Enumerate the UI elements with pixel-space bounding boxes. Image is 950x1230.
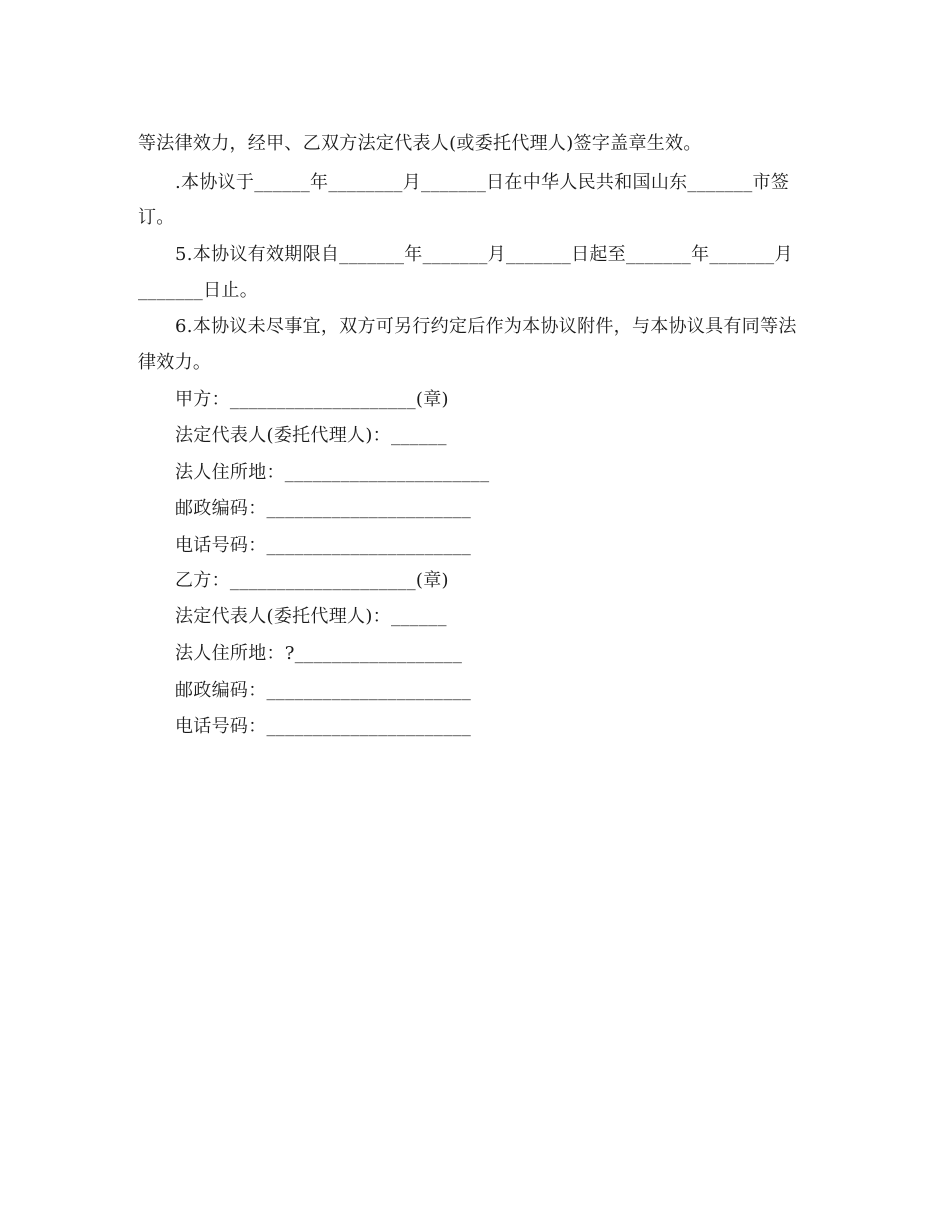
party-b-phone-field: 电话号码：______________________ bbox=[175, 716, 472, 737]
party-b-postcode-field: 邮政编码：______________________ bbox=[175, 680, 472, 701]
party-a-phone-field: 电话号码：______________________ bbox=[175, 535, 472, 556]
paragraph-line: 律效力。 bbox=[138, 352, 212, 373]
clause-signing-place: .本协议于______年________月_______日在中华人民共和国山东_______市签 bbox=[175, 172, 790, 193]
party-a-field: 甲方：____________________(章) bbox=[175, 389, 449, 410]
party-b-field: 乙方：____________________(章) bbox=[175, 570, 449, 591]
party-b-representative-field: 法定代表人(委托代理人)：______ bbox=[175, 606, 447, 627]
clause-6-supplement: 6.本协议未尽事宜，双方可另行约定后作为本协议附件，与本协议具有同等法 bbox=[175, 316, 797, 337]
party-a-postcode-field: 邮政编码：______________________ bbox=[175, 498, 472, 519]
clause-5-validity: 5.本协议有效期限自_______年_______月_______日起至_______年_______月 bbox=[175, 244, 793, 265]
paragraph-line: 订。 bbox=[138, 207, 175, 228]
party-a-address-field: 法人住所地：______________________ bbox=[175, 462, 490, 483]
paragraph-line: _______日止。 bbox=[138, 280, 258, 301]
paragraph-line: 等法律效力，经甲、乙双方法定代表人(或委托代理人)签字盖章生效。 bbox=[138, 133, 702, 154]
party-b-address-field: 法人住所地：?__________________ bbox=[175, 643, 463, 664]
party-a-representative-field: 法定代表人(委托代理人)：______ bbox=[175, 425, 447, 446]
